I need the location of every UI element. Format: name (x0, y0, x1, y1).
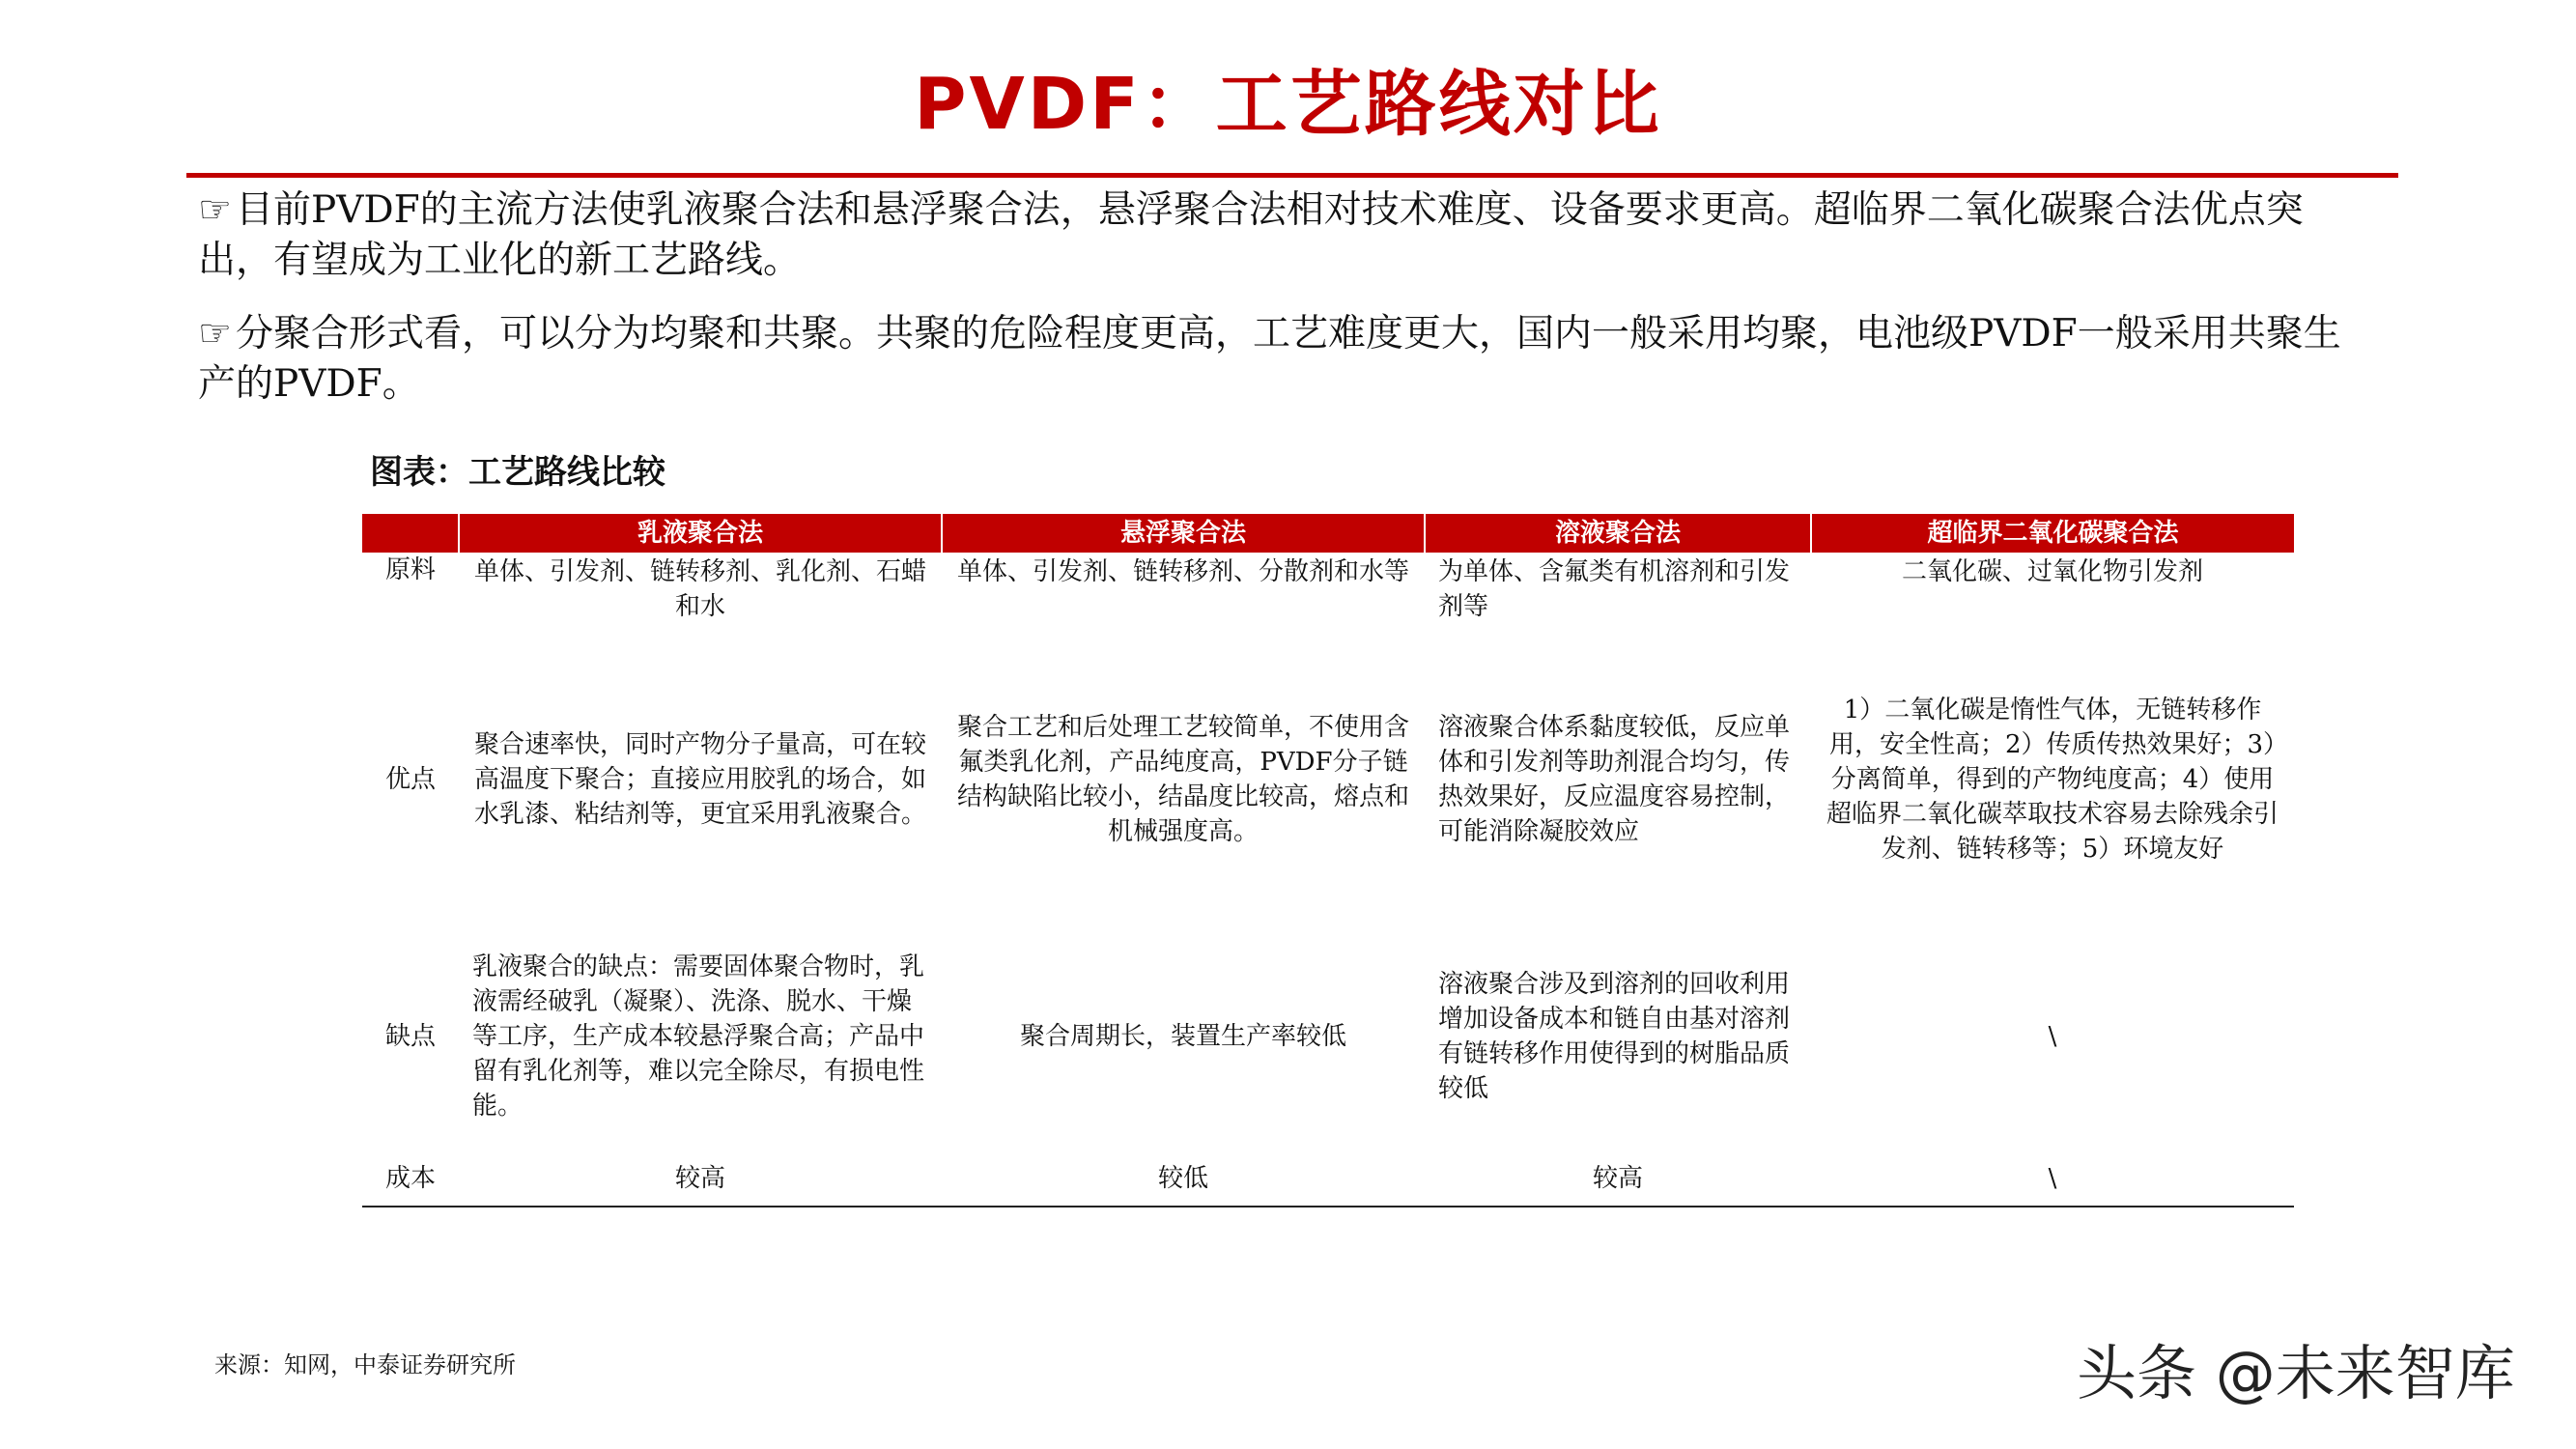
row-label: 优点 (384, 765, 436, 794)
bullet-text: 目前PVDF的主流方法使乳液聚合法和悬浮聚合法，悬浮聚合法相对技术难度、设备要求更高。超临界二氧化碳聚合法优点突出，有望成为工业化的新工艺路线。 (198, 188, 2304, 282)
table-cell: 较低 (1157, 1164, 1208, 1193)
table-cell: 聚合工艺和后处理工艺较简单，不使用含氟类乳化剂，产品纯度高，PVDF分子链结构缺陷比较小，结晶度比较高，熔点和机械强度高。 (956, 713, 1409, 846)
table-cell: 溶液聚合涉及到溶剂的回收利用增加设备成本和链自由基对溶剂有链转移作用使得到的树脂品质较低 (1438, 970, 1791, 1103)
table-cell: 乳液聚合的缺点：需要固体聚合物时，乳液需经破乳（凝聚）、洗涤、脱水、干燥等工序，生产成本较悬浮聚合高；产品中留有乳化剂等，难以完全除尽，有损电性能。 (472, 952, 925, 1121)
table-cell: 二氧化碳、过氧化物引发剂 (1901, 557, 2203, 586)
header-supercritical-co2: 超临界二氧化碳聚合法 (1811, 514, 2294, 553)
page-title: PVDF：工艺路线对比 (914, 63, 1662, 146)
table-cell: 1）二氧化碳是惰性气体，无链转移作用，安全性高；2）传质传热效果好；3）分离简单，得到的产物纯度高；4）使用超临界二氧化碳萃取技术容易去除残余引发剂、链转移等；5）环境友好 (1826, 696, 2279, 864)
pointing-hand-icon: ☞ (198, 312, 232, 355)
header-emulsion: 乳液聚合法 (459, 514, 942, 553)
comparison-table (362, 514, 2294, 1208)
bullet-list (198, 185, 2371, 433)
header-solution: 溶液聚合法 (1425, 514, 1811, 553)
table-cell: 聚合周期长，装置生产率较低 (1019, 1022, 1346, 1051)
title-divider (186, 173, 2398, 178)
table-header-row (362, 514, 2294, 553)
header-suspension: 悬浮聚合法 (942, 514, 1425, 553)
table-cell: 聚合速率快，同时产物分子量高，可在较高温度下聚合；直接应用胶乳的场合，如水乳漆、粘结剂等，更宜采用乳液聚合。 (473, 730, 926, 829)
table-cell: 单体、引发剂、链转移剂、乳化剂、石蜡和水 (473, 557, 926, 621)
table-row (362, 553, 2294, 638)
bullet-point (198, 185, 2371, 286)
source-note: 来源：知网，中泰证券研究所 (214, 1351, 516, 1378)
bullet-point (198, 309, 2371, 410)
table-cell: 单体、引发剂、链转移剂、分散剂和水等 (956, 557, 1409, 586)
row-label: 成本 (384, 1164, 436, 1193)
table-cell: 较高 (1592, 1164, 1643, 1193)
header-label-column (362, 514, 459, 553)
pointing-hand-icon: ☞ (198, 188, 232, 232)
table-row (362, 922, 2294, 1151)
row-label: 缺点 (384, 1022, 436, 1051)
table-cell: 为单体、含氟类有机溶剂和引发剂等 (1438, 557, 1791, 621)
table-cell: 较高 (674, 1164, 725, 1193)
table-caption: 图表：工艺路线比较 (370, 453, 665, 492)
table-cell: \ (2048, 1164, 2057, 1193)
row-label: 原料 (384, 555, 436, 584)
table-cell: 溶液聚合体系黏度较低，反应单体和引发剂等助剂混合均匀，传热效果好，反应温度容易控制，可能消除凝胶效应 (1438, 713, 1791, 846)
watermark: 头条 @未来智库 (2077, 1338, 2515, 1408)
table-cell: \ (2048, 1022, 2057, 1051)
table-row (362, 1151, 2294, 1207)
table-row (362, 638, 2294, 922)
bullet-text: 分聚合形式看，可以分为均聚和共聚。共聚的危险程度更高，工艺难度更大，国内一般采用均聚，电池级PVDF一般采用共聚生产的PVDF。 (198, 312, 2341, 406)
